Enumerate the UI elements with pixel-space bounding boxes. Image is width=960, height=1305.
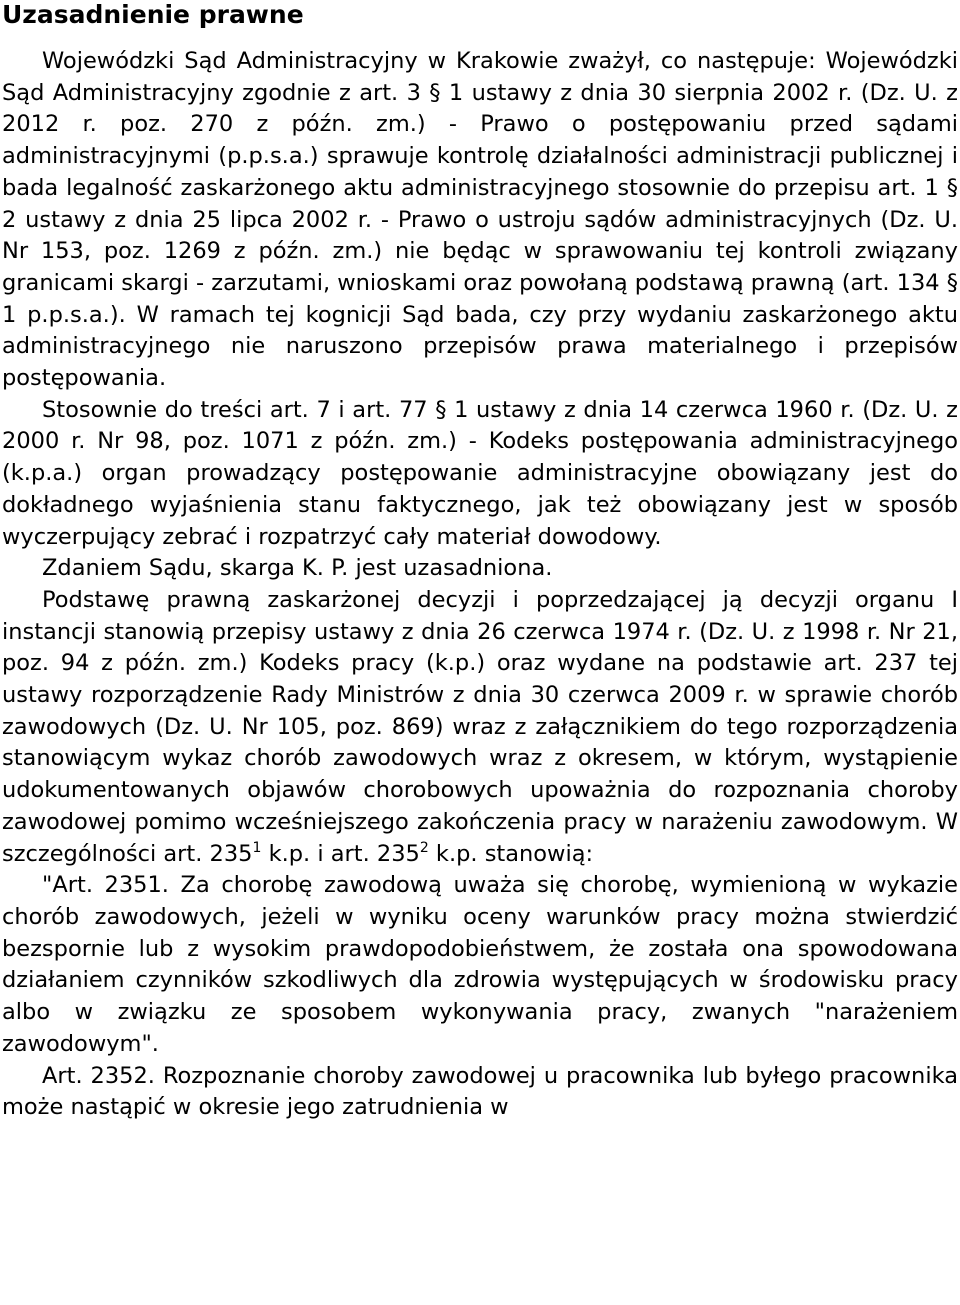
legal-basis-text: Podstawę prawną zaskarżonej decyzji i poprzedzającej ją decyzji organu I instancji stanowią przepisy ustawy z dnia 26 czerwca 1974 r. (Dz. U. z 1998 r. Nr 21, poz. 94 z późn. zm.) Kodeks pracy (k.p.) oraz wydane na podstawie art. 237 tej ustawy rozporządzenie Rady Ministrów z dnia 30 czerwca 2009 r. w sprawie chorób zawodowych (Dz. U. Nr 105, poz. 869) wraz z załącznikiem do tego rozporządzenia stanowiącym wykaz chorób zawodowych wraz z okresem, w którym, wystąpienie udokumentowanych objawów chorobowych upoważnia do rozpoznania choroby zawodowej pomimo wcześniejszego zakończenia pracy w narażeniu zawodowym. W szczególności art. 235 [2,586,958,867]
superscript-1: 1 [252,839,262,856]
paragraph-court-opinion: Zdaniem Sądu, skarga K. P. jest uzasadniona. [42,555,553,582]
legal-basis-text-3: k.p. stanowią: [428,840,594,867]
paragraph-art-2352: Art. 2352. Rozpoznanie choroby zawodowej u pracownika lub byłego pracownika może nastąpić w okresie jego zatrudnienia w [2,1062,958,1121]
legal-basis-text-2: k.p. i art. 235 [261,840,420,867]
superscript-2: 2 [419,839,429,856]
section-heading: Uzasadnienie prawne [2,0,304,29]
paragraph-court-review: Wojewódzki Sąd Administracyjny w Krakowie zważył, co następuje: Wojewódzki Sąd Administracyjny zgodnie z art. 3 § 1 ustawy z dnia 30 sierpnia 2002 r. (Dz. U. z 2012 r. poz. 270 z późn. zm.) - Prawo o postępowaniu przed sądami administracyjnymi (p.p.s.a.) sprawuje kontrolę działalności administracji publicznej i bada legalność zaskarżonego aktu administracyjnego stosownie do przepisu art. 1 § 2 ustawy z dnia 25 lipca 2002 r. - Prawo o ustroju sądów administracyjnych (Dz. U. Nr 153, poz. 1269 z późn. zm.) nie będąc w sprawowaniu tej kontroli związany granicami skargi - zarzutami, wnioskami oraz powołaną podstawą prawną (art. 134 § 1 p.p.s.a.). W ramach tej kognicji Sąd bada, czy przy wydaniu zaskarżonego aktu administracyjnego nie naruszono przepisów prawa materialnego i przepisów postępowania. [2,48,958,392]
document-body [2,46,958,1124]
paragraph-art-2351: "Art. 2351. Za chorobę zawodową uważa się chorobę, wymienioną w wykazie chorób zawodowych, jeżeli w wyniku oceny warunków pracy można stwierdzić bezspornie lub z wysokim prawdopodobieństwem, że została ona spowodowana działaniem czynników szkodliwych dla zdrowia występujących w środowisku pracy albo w związku ze sposobem wykonywania pracy, zwanych "narażeniem zawodowym". [2,872,958,1057]
paragraph-kpa-obligations: Stosownie do treści art. 7 i art. 77 § 1 ustawy z dnia 14 czerwca 1960 r. (Dz. U. z 2000 r. Nr 98, poz. 1071 z późn. zm.) - Kodeks postępowania administracyjnego (k.p.a.) organ prowadzący postępowanie administracyjne obowiązany jest do dokładnego wyjaśnienia stanu faktycznego, jak też obowiązany jest w sposób wyczerpujący zebrać i rozpatrzyć cały materiał dowodowy. [2,396,958,550]
paragraph-legal-basis [2,585,958,870]
